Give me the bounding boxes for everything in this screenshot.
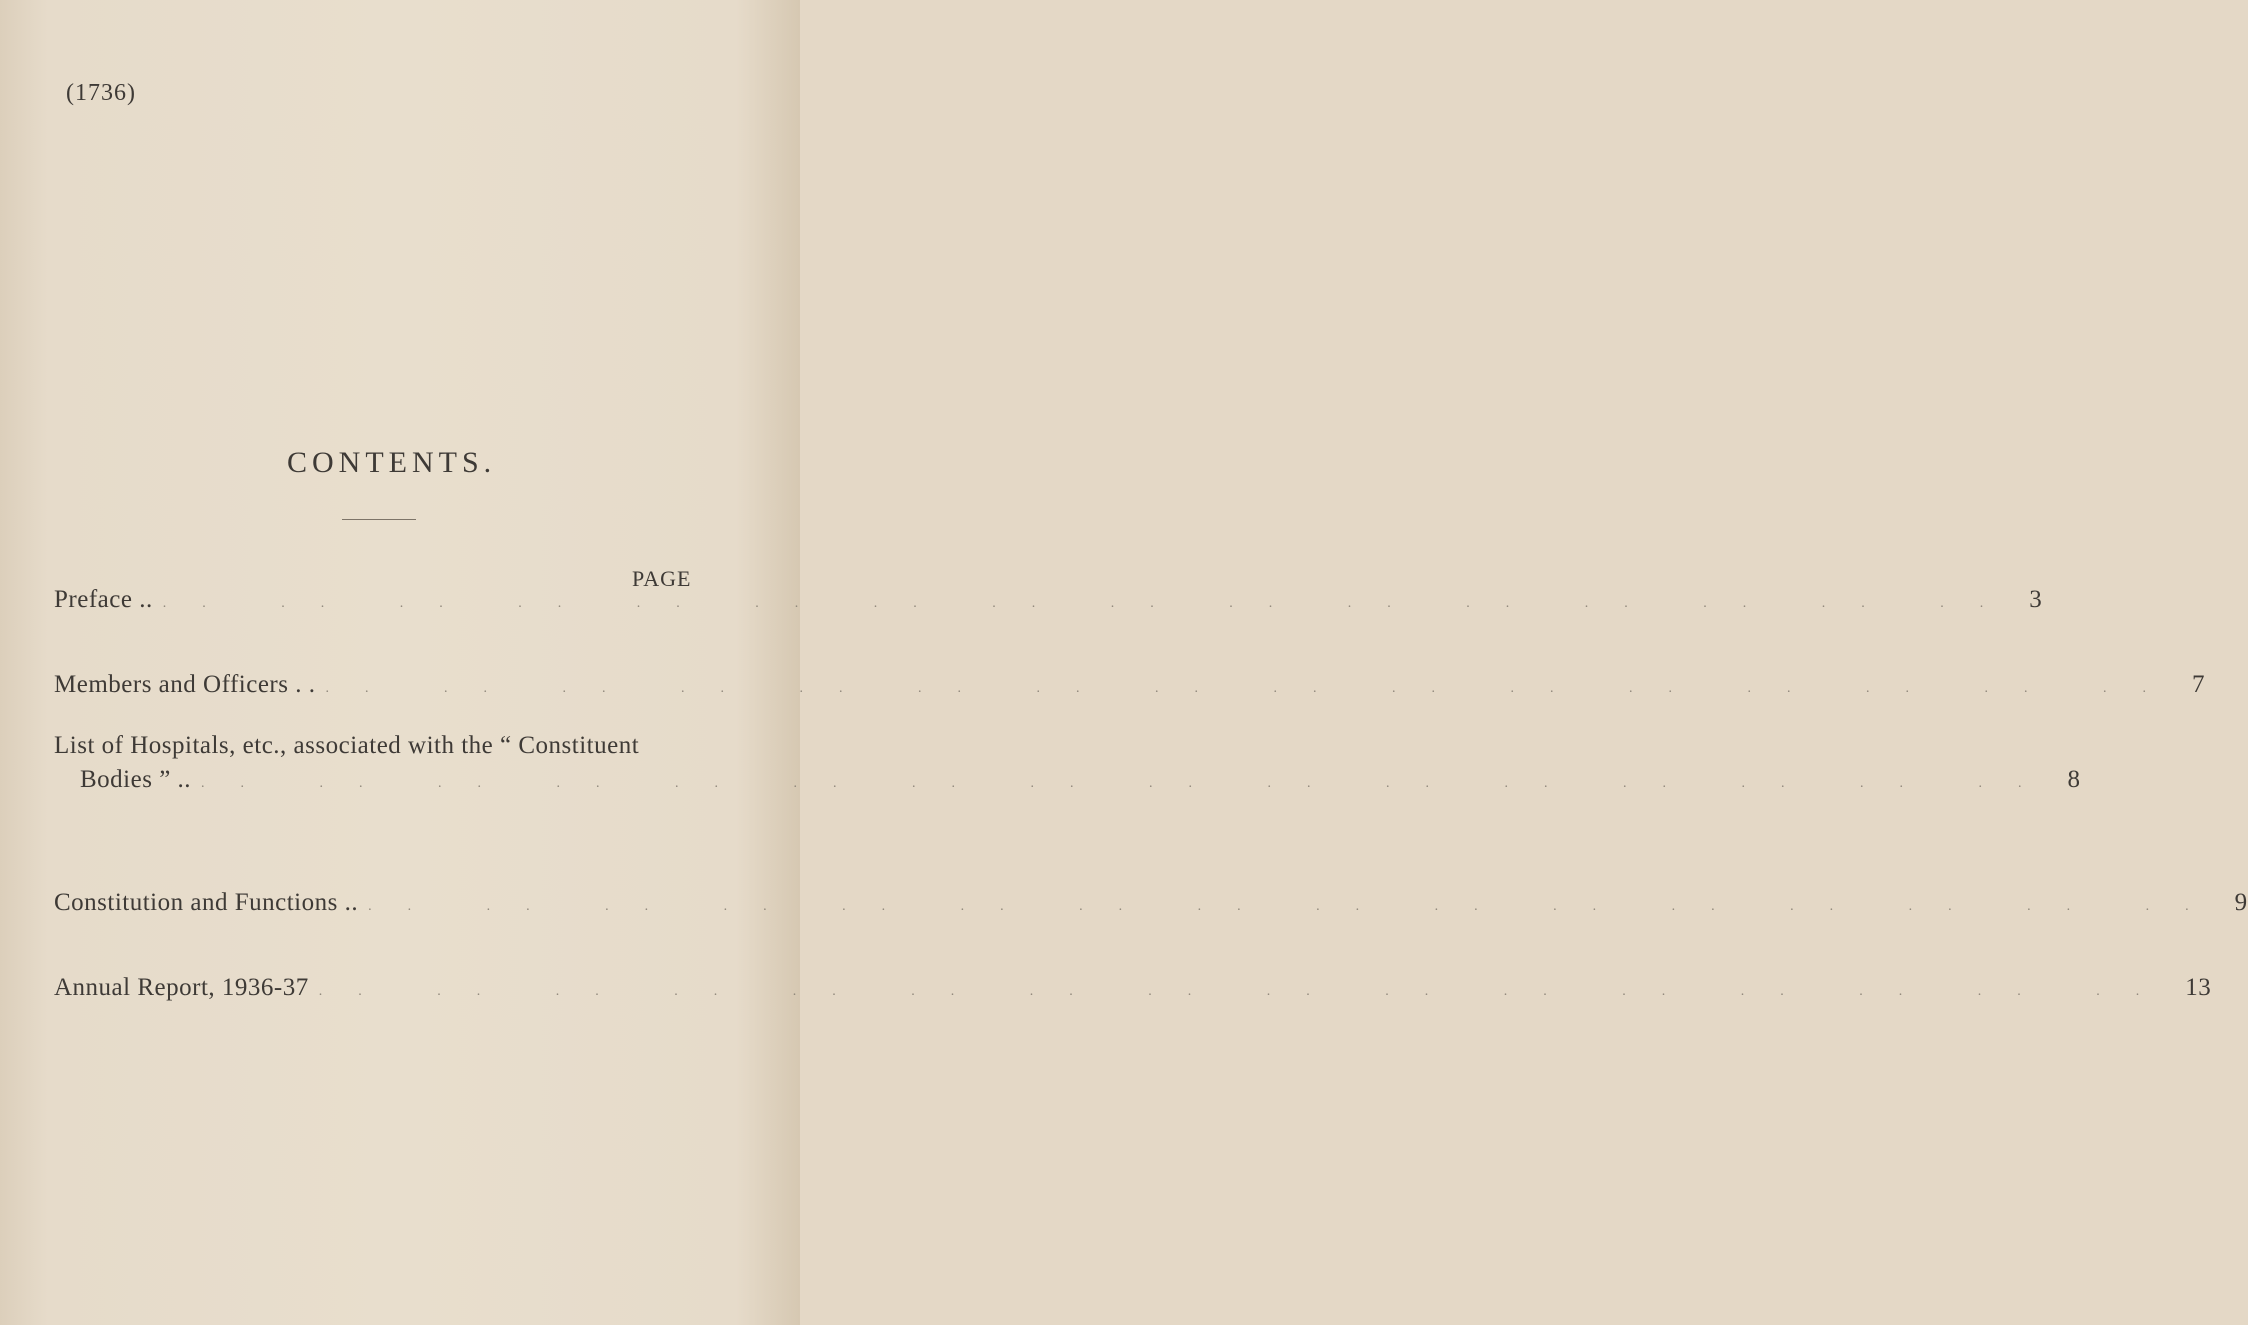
toc-entry-page: 8: [2067, 766, 2081, 793]
toc-entry-page: 7: [2191, 671, 2205, 698]
leader-dots: .. .. .. .. .. .. .. .. .. .. .. .. .. .. .. ..: [368, 899, 2225, 914]
toc-entry-title-continued: Bodies ” ..: [80, 766, 192, 793]
contents-title: CONTENTS.: [287, 446, 497, 479]
toc-entry-title: List of Hospitals, etc., associated with the “ Constituent: [54, 732, 640, 759]
toc-entry-constitution: [54, 889, 2248, 923]
toc-entry-hospitals: [54, 732, 2081, 800]
leader-dots: .. .. .. .. .. .. .. .. .. .. .. .. .. .. .. ..: [318, 984, 2176, 999]
leader-dots: .. .. .. .. .. .. .. .. .. .. .. .. .. .. .. ..: [325, 681, 2182, 696]
toc-entry-title: Members and Officers . .: [54, 671, 316, 698]
toc-entry-title: Constitution and Functions ..: [54, 889, 359, 916]
toc-entry-page: 9: [2234, 889, 2248, 916]
toc-entry-preface: [54, 586, 2043, 620]
toc-entry-members: [54, 671, 2205, 705]
toc-entry-annual-report: [54, 974, 2212, 1008]
title-divider: [342, 519, 416, 520]
toc-entry-title: Annual Report, 1936-37: [54, 974, 309, 1001]
toc-entry-title: Preface ..: [54, 586, 153, 613]
toc-entry-page: 13: [2185, 974, 2212, 1001]
page-reference-number: (1736): [66, 80, 136, 106]
page-column-label: PAGE: [632, 566, 692, 591]
toc-entry-page: 3: [2029, 586, 2043, 613]
leader-dots: .. .. .. .. .. .. .. .. .. .. .. .. .. .. .. ..: [201, 776, 2058, 791]
leader-dots: .. .. .. .. .. .. .. .. .. .. .. .. .. .. .. ..: [162, 596, 2020, 611]
